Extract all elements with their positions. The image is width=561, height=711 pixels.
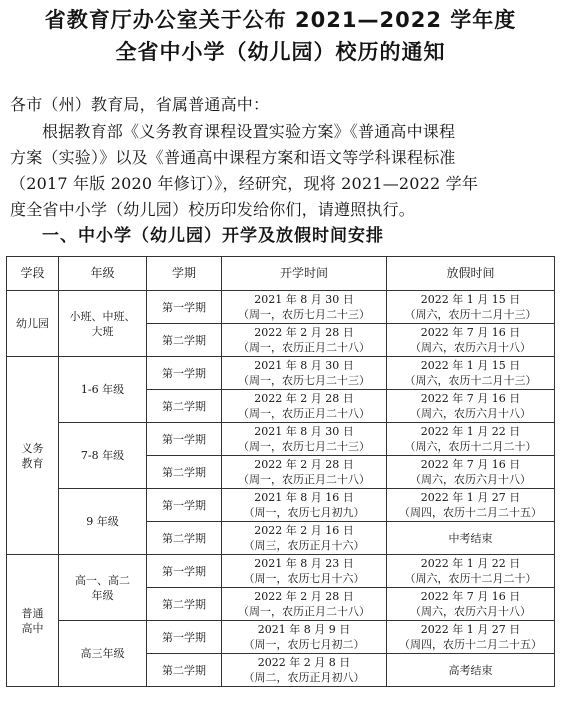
- term-cell: 第一学期: [147, 423, 222, 456]
- grade-kindergarten: 小班、中班、 大班: [59, 291, 147, 357]
- end-date-cell: 2022 年 7 月 16 日 （周六，农历六月十八）: [387, 588, 555, 621]
- start-date-cell: 2022 年 2 月 28 日 （周一，农历正月二十八）: [222, 456, 387, 489]
- start-date-cell: 2021 年 8 月 23 日 （周一，农历七月十六）: [222, 555, 387, 588]
- start-date-cell: 2021 年 8 月 30 日 （周一，农历七月二十三）: [222, 357, 387, 390]
- stage-kindergarten: 幼儿园: [7, 291, 59, 357]
- header-term: 学期: [147, 257, 222, 291]
- table-row: [7, 489, 555, 522]
- start-date-cell: 2022 年 2 月 28 日 （周一，农历正月二十八）: [222, 324, 387, 357]
- table-row: [7, 555, 555, 588]
- body-line-3: （2017 年版 2020 年修订）》，经研究，现将 2021—2022 学年: [10, 174, 479, 193]
- term-cell: 第一学期: [147, 291, 222, 324]
- term-cell: 第一学期: [147, 555, 222, 588]
- term-cell: 第二学期: [147, 324, 222, 357]
- start-date-cell: 2021 年 8 月 9 日 （周一，农历七月初二）: [222, 621, 387, 654]
- end-date-cell: 2022 年 1 月 27 日 （周四，农历十二月二十五）: [387, 489, 555, 522]
- grade-7-8: 7-8 年级: [59, 423, 147, 489]
- body-line-1: 根据教育部《义务教育课程设置实验方案》《普通高中课程: [42, 122, 456, 141]
- table-row: [7, 621, 555, 654]
- end-date-cell: 高考结束: [387, 654, 555, 687]
- end-date-cell: 2022 年 1 月 22 日 （周六，农历十二月二十）: [387, 423, 555, 456]
- end-date-cell: 2022 年 1 月 15 日 （周六，农历十二月十三）: [387, 291, 555, 324]
- term-cell: 第二学期: [147, 588, 222, 621]
- term-cell: 第一学期: [147, 621, 222, 654]
- body-line-2: 方案（实验）》以及《普通高中课程方案和语文等学科课程标准: [10, 148, 456, 167]
- term-cell: 第一学期: [147, 489, 222, 522]
- header-start-date: 开学时间: [222, 257, 387, 291]
- body-line-4: 度全省中小学（幼儿园）校历印发给你们，请遵照执行。: [10, 200, 416, 219]
- stage-compulsory: 义务 教育: [7, 357, 59, 555]
- start-date-cell: 2022 年 2 月 28 日 （周一，农历正月二十八）: [222, 390, 387, 423]
- start-date-cell: 2022 年 2 月 16 日 （周三，农历正月十六）: [222, 522, 387, 555]
- term-cell: 第一学期: [147, 357, 222, 390]
- end-date-cell: 中考结束: [387, 522, 555, 555]
- end-date-cell: 2022 年 7 月 16 日 （周六，农历六月十八）: [387, 324, 555, 357]
- term-cell: 第二学期: [147, 390, 222, 423]
- end-date-cell: 2022 年 1 月 15 日 （周六，农历十二月十三）: [387, 357, 555, 390]
- header-stage: 学段: [7, 257, 59, 291]
- end-date-cell: 2022 年 7 月 16 日 （周六，农历六月十八）: [387, 456, 555, 489]
- document-title-line2: 全省中小学（幼儿园）校历的通知: [115, 40, 446, 64]
- header-end-date: 放假时间: [387, 257, 555, 291]
- term-cell: 第二学期: [147, 456, 222, 489]
- addressee: 各市（州）教育局，省属普通高中：: [10, 95, 270, 114]
- table-row: [7, 423, 555, 456]
- section-heading: 一、中小学（幼儿园）开学及放假时间安排: [42, 226, 384, 246]
- start-date-cell: 2021 年 8 月 30 日 （周一，农历七月二十三）: [222, 291, 387, 324]
- grade-9: 9 年级: [59, 489, 147, 555]
- start-date-cell: 2021 年 8 月 30 日 （周一，农历七月二十三）: [222, 423, 387, 456]
- document-title-line1: 省教育厅办公室关于公布 2021—2022 学年度: [44, 8, 517, 32]
- grade-senior-3: 高三年级: [59, 621, 147, 687]
- term-cell: 第二学期: [147, 654, 222, 687]
- start-date-cell: 2022 年 2 月 8 日 （周二，农历正月初八）: [222, 654, 387, 687]
- table-header-row: [7, 257, 555, 291]
- grade-senior-1-2: 高一、高二 年级: [59, 555, 147, 621]
- header-grade: 年级: [59, 257, 147, 291]
- start-date-cell: 2022 年 2 月 28 日 （周一，农历正月二十八）: [222, 588, 387, 621]
- table-row: [7, 357, 555, 390]
- end-date-cell: 2022 年 1 月 27 日 （周四，农历十二月二十五）: [387, 621, 555, 654]
- stage-highschool: 普通 高中: [7, 555, 59, 687]
- end-date-cell: 2022 年 1 月 22 日 （周六，农历十二月二十）: [387, 555, 555, 588]
- end-date-cell: 2022 年 7 月 16 日 （周六，农历六月十八）: [387, 390, 555, 423]
- term-cell: 第二学期: [147, 522, 222, 555]
- start-date-cell: 2021 年 8 月 16 日 （周一，农历七月初九）: [222, 489, 387, 522]
- school-calendar-table: [6, 256, 555, 687]
- table-row: [7, 291, 555, 324]
- grade-1-6: 1-6 年级: [59, 357, 147, 423]
